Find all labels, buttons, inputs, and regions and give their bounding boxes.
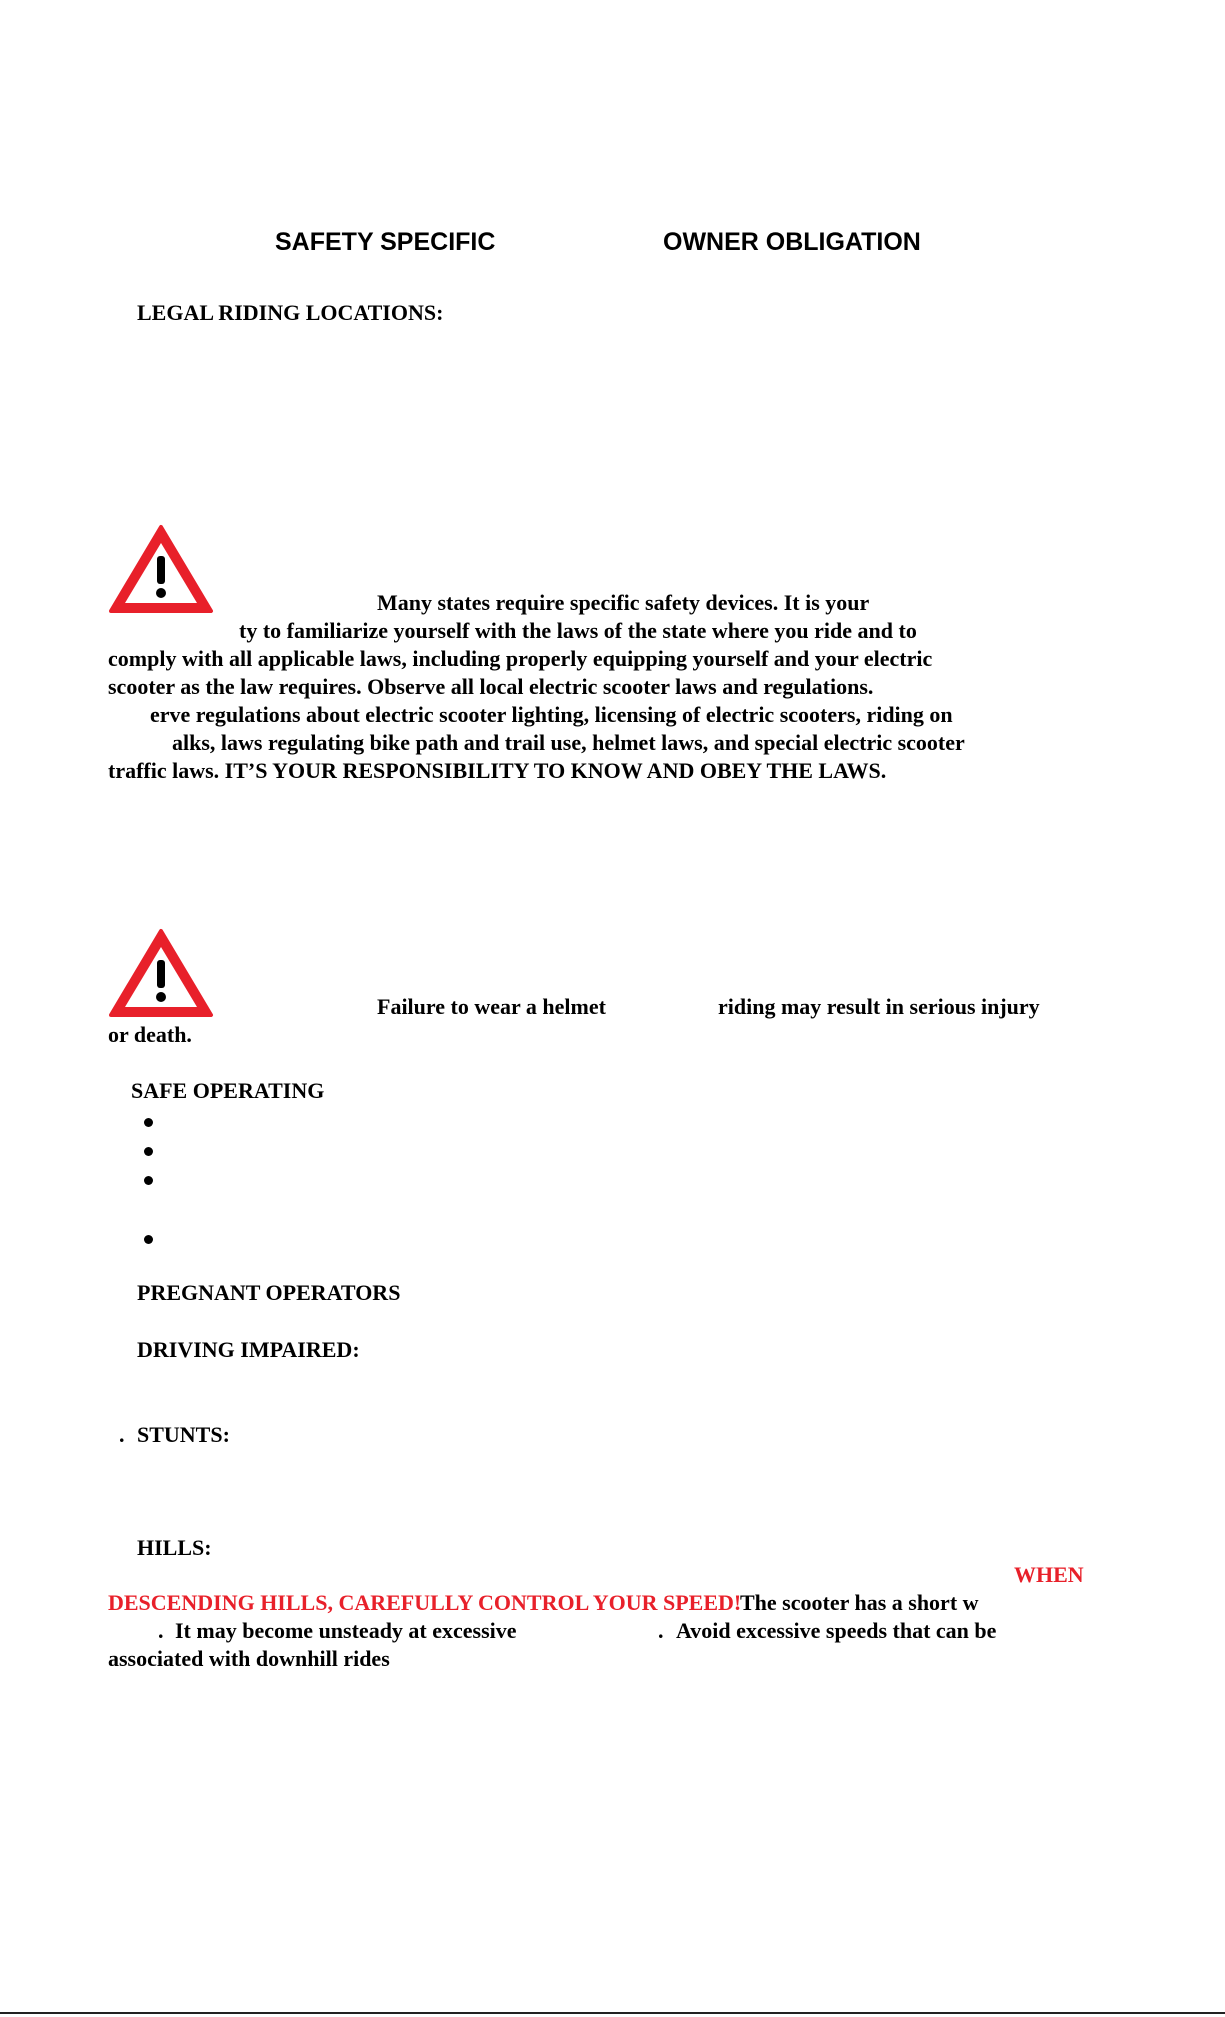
hills-line4: associated with downhill rides [108, 1646, 390, 1671]
safe-operating-heading: SAFE OPERATING [131, 1078, 325, 1103]
helmet-warning-part1: Failure to wear a helmet [377, 994, 606, 1019]
list-bullet [144, 1176, 153, 1185]
title-left: SAFETY SPECIFIC [275, 228, 496, 256]
warning1-line: scooter as the law requires. Observe all local electric scooter laws and regulations. [108, 674, 874, 699]
warning1-line: alks, laws regulating bike path and trail use, helmet laws, and special electric scooter [172, 730, 965, 755]
warning-triangle-icon [106, 521, 216, 616]
helmet-warning-part2: riding may result in serious injury [718, 994, 1040, 1019]
hills-line3-a: It may become unsteady at excessive [175, 1618, 517, 1643]
list-bullet [144, 1118, 153, 1127]
stunts-prefix: . [119, 1422, 125, 1447]
warning-triangle-icon [106, 925, 216, 1020]
hills-line3-dot2: . [658, 1618, 664, 1643]
hills-line3-b: Avoid excessive speeds that can be [676, 1618, 997, 1643]
warning1-line: traffic laws. IT’S YOUR RESPONSIBILITY TO KNOW AND OBEY THE LAWS. [108, 758, 887, 783]
title-right: OWNER OBLIGATION [663, 228, 921, 256]
hills-heading: HILLS: [137, 1535, 212, 1560]
hills-line2-rest: The scooter has a short w [740, 1590, 979, 1615]
legal-riding-heading: LEGAL RIDING LOCATIONS: [137, 300, 444, 325]
warning1-line: comply with all applicable laws, including properly equipping yourself and your electric [108, 646, 933, 671]
list-bullet [144, 1147, 153, 1156]
warning1-line: ty to familiarize yourself with the laws of the state where you ride and to [239, 618, 917, 643]
pregnant-operators-heading: PREGNANT OPERATORS [137, 1280, 401, 1305]
list-bullet [144, 1235, 153, 1244]
hills-warning-red-1: WHEN [1014, 1562, 1084, 1587]
hills-line3-dot1: . [158, 1618, 164, 1643]
page-bottom-rule [0, 2012, 1225, 2014]
driving-impaired-heading: DRIVING IMPAIRED: [137, 1337, 360, 1362]
stunts-heading: STUNTS: [137, 1422, 230, 1447]
warning1-line: erve regulations about electric scooter lighting, licensing of electric scooters, riding on [150, 702, 953, 727]
helmet-warning-line2: or death. [108, 1022, 192, 1047]
warning1-line: Many states require specific safety devices. It is your [377, 590, 870, 615]
hills-warning-red-2: DESCENDING HILLS, CAREFULLY CONTROL YOUR SPEED! [108, 1590, 742, 1615]
